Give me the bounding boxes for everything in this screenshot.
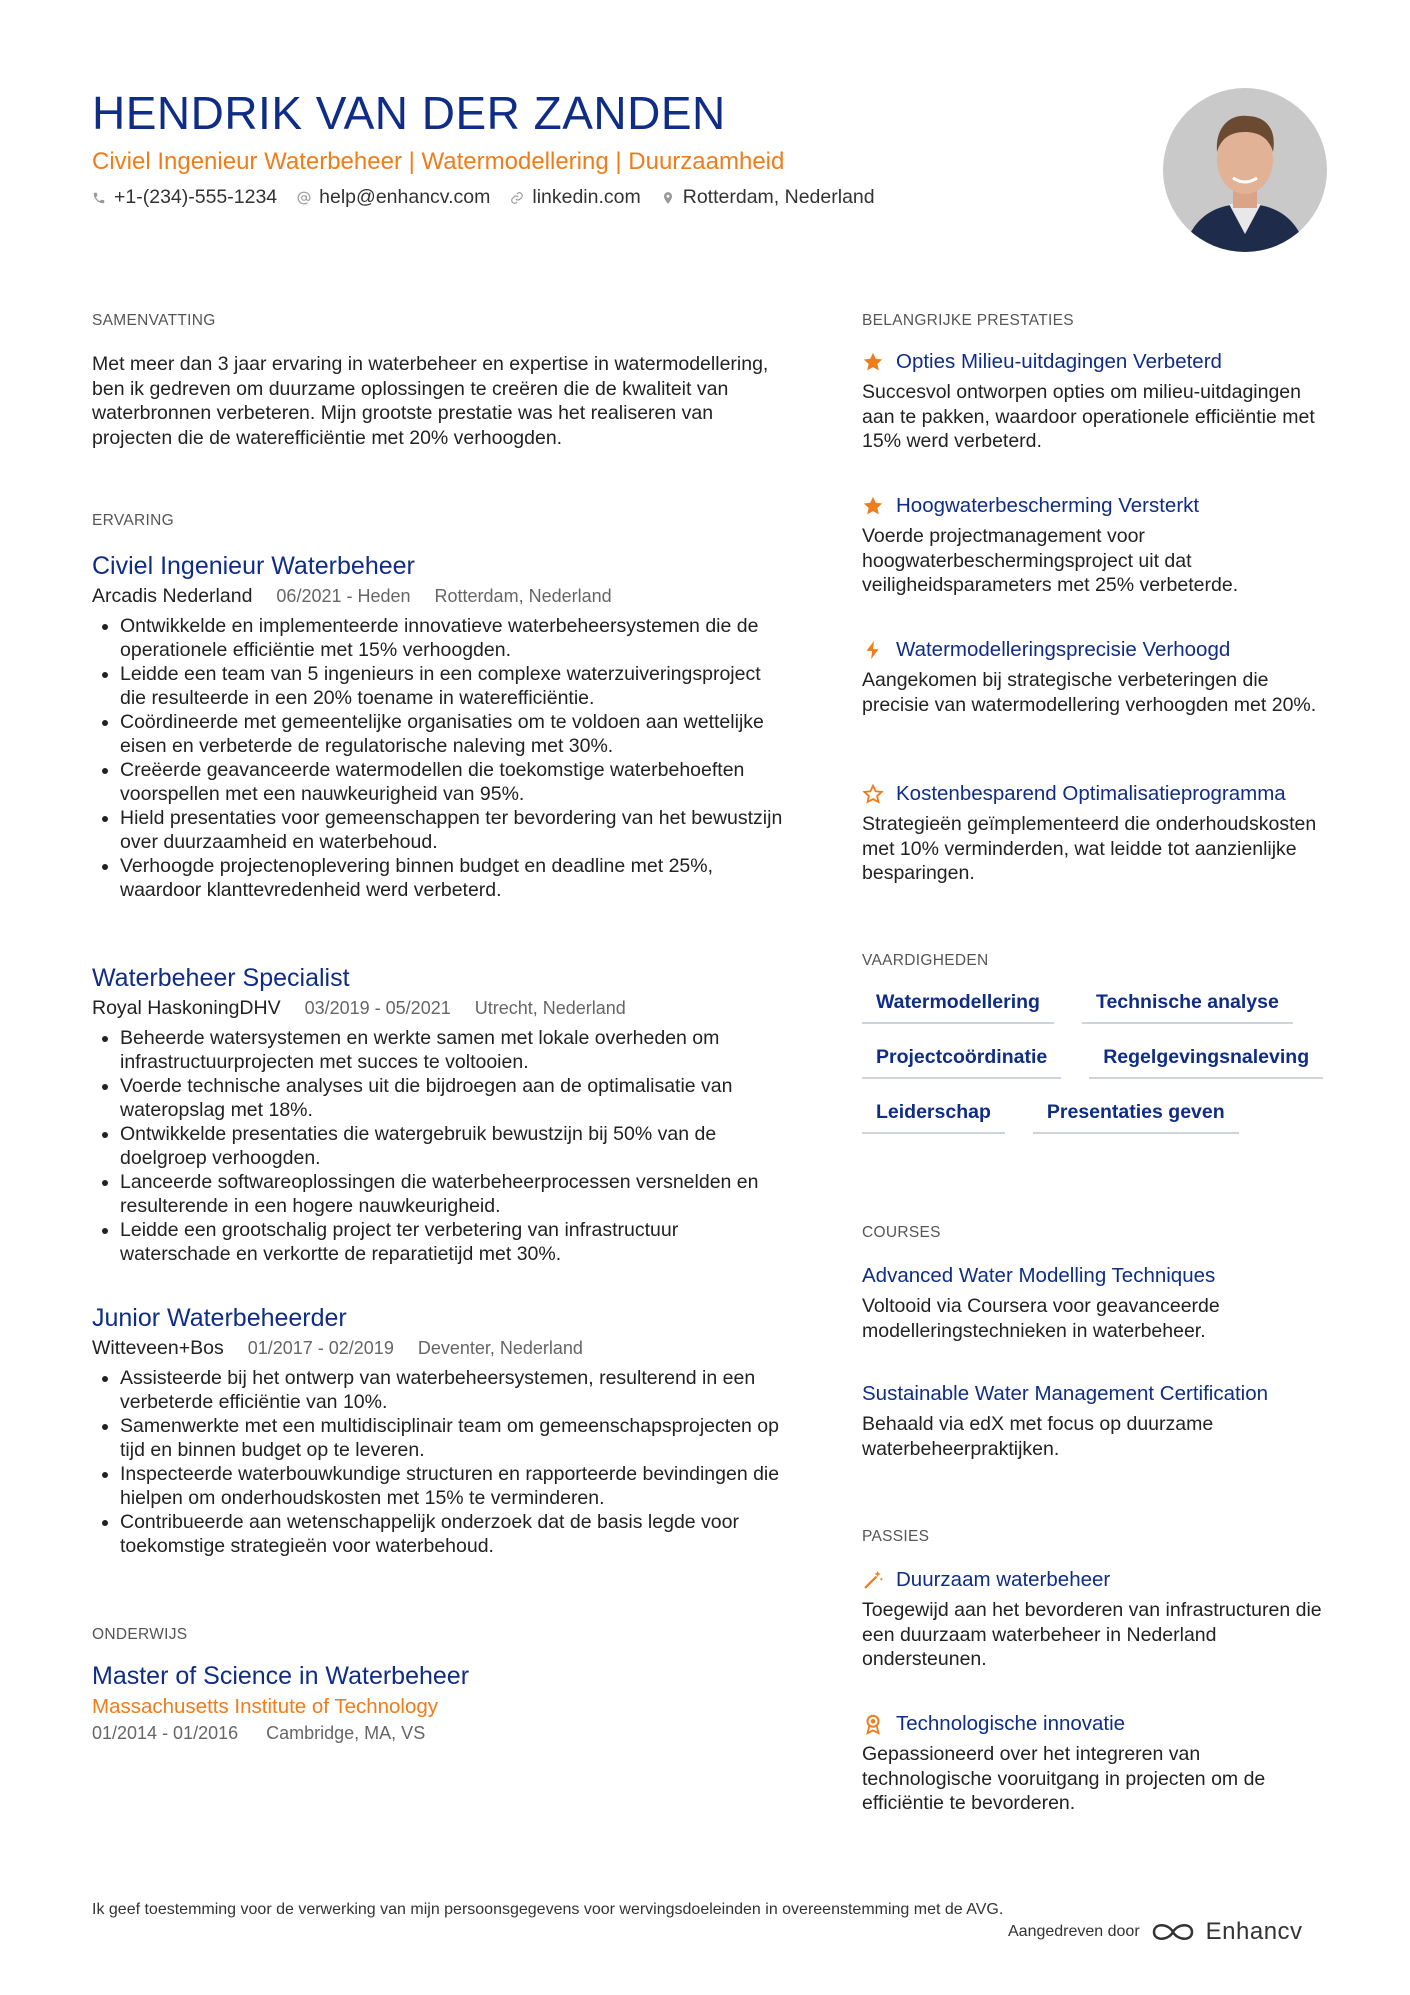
contact-email[interactable] (297, 186, 490, 209)
at-icon (297, 191, 311, 205)
job-dates: 06/2021 - Heden (276, 586, 411, 606)
course-desc: Behaald via edX met focus op duurzame waterbeheerpraktijken. (862, 1413, 1214, 1460)
achievement-desc: Succesvol ontworpen opties om milieu-uitdagingen aan te pakken, waardoor operationele efficiëntie met 15% werd verbeterd. (862, 381, 1315, 452)
powered-by[interactable] (1008, 1918, 1303, 1946)
achievement-desc: Voerde projectmanagement voor hoogwaterbeschermingsproject uit dat veiligheidsparameters met 25% verbeterde. (862, 525, 1239, 596)
passion-item (862, 1712, 1332, 1816)
job-company: Royal HaskoningDHV (92, 997, 281, 1019)
lightning-icon (862, 639, 884, 661)
job-company: Arcadis Nederland (92, 585, 253, 607)
contact-phone[interactable] (92, 186, 277, 209)
edu-dates: 01/2014 - 01/2016 (92, 1723, 239, 1743)
skill-tag: Regelgevingsnaleving (1089, 1040, 1323, 1079)
passions-section-title: PASSIES (862, 1528, 930, 1545)
summary-section-title: SAMENVATTING (92, 312, 216, 329)
job-location: Utrecht, Nederland (474, 998, 626, 1018)
candidate-headline: Civiel Ingenieur Waterbeheer | Watermodellering | Duurzaamheid (92, 148, 785, 175)
job-bullets (92, 614, 792, 902)
courses-section-title: COURSES (862, 1224, 941, 1241)
job-bullet: • Inspecteerde waterbouwkundige structuren en rapporteerde bevindingen die hielpen om onderhoudskosten met 15% te verminderen. (120, 1462, 792, 1510)
job-bullet: • Samenwerkte met een multidisciplinair team om gemeenschapsprojecten op tijd en binnen budget op te leveren. (120, 1414, 792, 1462)
achievement-title: Watermodelleringsprecisie Verhoogd (896, 638, 1231, 661)
achievement-item (862, 350, 1332, 454)
email-text: help@enhancv.com (319, 186, 491, 208)
magic-wand-icon (862, 1569, 884, 1591)
job-meta (92, 1337, 792, 1360)
job-title: Waterbeheer Specialist (92, 964, 350, 992)
achievement-title: Kostenbesparend Optimalisatieprogramma (896, 782, 1286, 805)
summary-text: Met meer dan 3 jaar ervaring in waterbeheer en expertise in watermodellering, ben ik gedreven om duurzame oplossingen te creëren die de kwaliteit van waterbronnen verbeteren. Mijn grootste prestatie was het realiseren van projecten die de waterefficiëntie met 20% verhoogden. (92, 353, 769, 449)
job-dates: 03/2019 - 05/2021 (304, 998, 451, 1018)
enhancv-logo-icon (1150, 1919, 1196, 1945)
profile-photo (1163, 88, 1327, 252)
passion-title: Technologische innovatie (896, 1712, 1126, 1735)
skill-tag: Technische analyse (1082, 985, 1293, 1024)
course-desc: Voltooid via Coursera voor geavanceerde modelleringstechnieken in waterbeheer. (862, 1295, 1220, 1342)
job-meta (92, 997, 792, 1020)
achievement-item (862, 638, 1332, 717)
job-bullet: • Lanceerde softwareoplossingen die waterbeheerprocessen versnelden en resulterende in een hogere nauwkeurigheid. (120, 1170, 792, 1218)
skill-tag: Projectcoördinatie (862, 1040, 1061, 1079)
skills-section-title: VAARDIGHEDEN (862, 952, 989, 969)
job-bullets (92, 1026, 792, 1266)
skill-tag: Presentaties geven (1033, 1095, 1239, 1134)
course-title: Advanced Water Modelling Techniques (862, 1264, 1216, 1287)
course-item (862, 1264, 1332, 1343)
job-location: Rotterdam, Nederland (434, 586, 612, 606)
passion-title: Duurzaam waterbeheer (896, 1568, 1111, 1591)
location-pin-icon (661, 191, 675, 205)
phone-icon (92, 191, 106, 205)
achievement-title: Hoogwaterbescherming Versterkt (896, 494, 1200, 517)
job-bullet: • Hield presentaties voor gemeenschappen ter bevordering van het bewustzijn over duurzaamheid en waterbehoud. (120, 806, 792, 854)
achievements-section-title: BELANGRIJKE PRESTATIES (862, 312, 1074, 329)
job-meta (92, 585, 792, 608)
link-icon (510, 191, 524, 205)
skills-list (862, 985, 1342, 1150)
edu-school: Massachusetts Institute of Technology (92, 1695, 439, 1718)
job-bullet: • Coördineerde met gemeentelijke organisaties om te voldoen aan wettelijke eisen en verbeterde de regulatorische naleving met 30%. (120, 710, 792, 758)
linkedin-text: linkedin.com (532, 186, 641, 208)
passion-item (862, 1568, 1332, 1672)
skill-tag: Watermodellering (862, 985, 1054, 1024)
job-bullet: • Assisteerde bij het ontwerp van waterbeheersystemen, resulterend in een verbeterde efficiëntie van 10%. (120, 1366, 792, 1414)
education-section-title: ONDERWIJS (92, 1626, 188, 1643)
job-bullet: • Verhoogde projectenoplevering binnen budget en deadline met 25%, waardoor klanttevredenheid werd verbeterd. (120, 854, 792, 902)
job-bullet: • Ontwikkelde en implementeerde innovatieve waterbeheersystemen die de operationele efficiëntie met 15% verhoogden. (120, 614, 792, 662)
job-location: Deventer, Nederland (417, 1338, 583, 1358)
achievement-desc: Strategieën geïmplementeerd die onderhoudskosten met 10% verminderden, wat leidde tot aanzienlijke besparingen. (862, 813, 1317, 884)
job-dates: 01/2017 - 02/2019 (247, 1338, 394, 1358)
course-title: Sustainable Water Management Certification (862, 1382, 1269, 1405)
achievement-title: Opties Milieu-uitdagingen Verbeterd (896, 350, 1222, 373)
job-bullet: • Creëerde geavanceerde watermodellen die toekomstige waterbehoeften voorspellen met een nauwkeurigheid van 95%. (120, 758, 792, 806)
achievement-item (862, 782, 1332, 886)
edu-meta (92, 1723, 792, 1744)
job-entry (92, 1304, 792, 1558)
job-title: Civiel Ingenieur Waterbeheer (92, 552, 415, 580)
location-text: Rotterdam, Nederland (682, 186, 875, 208)
job-bullet: • Leidde een team van 5 ingenieurs in een complexe waterzuiveringsproject die resulteerde in een 20% toename in waterefficiëntie. (120, 662, 792, 710)
edu-degree: Master of Science in Waterbeheer (92, 1662, 470, 1690)
star-filled-icon (862, 351, 884, 373)
passion-desc: Toegewijd aan het bevorderen van infrastructuren die een duurzaam waterbeheer in Nederland ondersteunen. (862, 1599, 1322, 1670)
brand-name: Enhancv (1205, 1918, 1303, 1945)
skill-tag: Leiderschap (862, 1095, 1005, 1134)
job-company: Witteveen+Bos (92, 1337, 224, 1359)
job-bullets (92, 1366, 792, 1558)
education-entry (92, 1662, 792, 1744)
job-bullet: • Beheerde watersystemen en werkte samen met lokale overheden om infrastructuurprojecten met succes te voltooien. (120, 1026, 792, 1074)
job-bullet: • Contribueerde aan wetenschappelijk onderzoek dat de basis legde voor toekomstige strategieën voor waterbehoud. (120, 1510, 792, 1558)
achievement-desc: Aangekomen bij strategische verbeteringen die precisie van watermodellering verhoogden met 20%. (862, 669, 1317, 716)
star-filled-icon (862, 495, 884, 517)
passion-desc: Gepassioneerd over het integreren van technologische vooruitgang in projecten om de efficiëntie te bevorderen. (862, 1743, 1266, 1814)
job-entry (92, 552, 792, 902)
candidate-name: HENDRIK VAN DER ZANDEN (92, 87, 726, 139)
achievement-item (862, 494, 1332, 598)
star-outline-icon (862, 783, 884, 805)
contact-linkedin[interactable] (510, 186, 640, 209)
edu-location: Cambridge, MA, VS (266, 1723, 426, 1743)
gdpr-consent-note: Ik geef toestemming voor de verwerking van mijn persoonsgegevens voor wervingsdoeleinden in overeenstemming met de AVG. (92, 1901, 1004, 1918)
job-bullet: • Leidde een grootschalig project ter verbetering van infrastructuur waterschade en verkortte de reparatietijd met 30%. (120, 1218, 792, 1266)
job-entry (92, 964, 792, 1266)
contact-location (661, 186, 875, 209)
phone-text: +1-(234)-555-1234 (114, 186, 278, 208)
contact-bar (92, 186, 875, 209)
award-icon (862, 1713, 884, 1735)
powered-by-label: Aangedreven door (1008, 1923, 1140, 1940)
experience-section-title: ERVARING (92, 512, 174, 529)
job-bullet: • Voerde technische analyses uit die bijdroegen aan de optimalisatie van wateropslag met 18%. (120, 1074, 792, 1122)
job-title: Junior Waterbeheerder (92, 1304, 347, 1332)
course-item (862, 1382, 1332, 1461)
job-bullet: • Ontwikkelde presentaties die watergebruik bewustzijn bij 50% van de doelgroep verhoogden. (120, 1122, 792, 1170)
